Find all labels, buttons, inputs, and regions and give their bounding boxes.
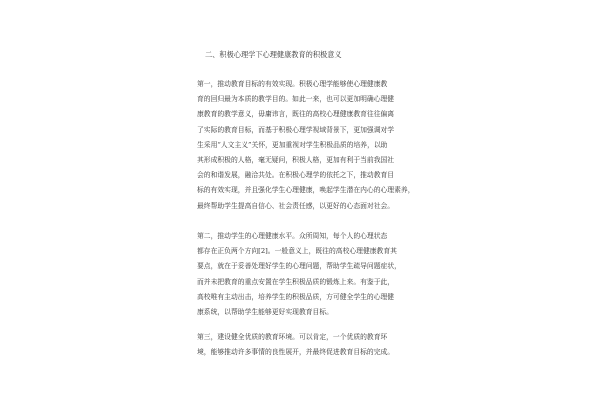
paragraph-line: 了实际的教育目标，而基于积极心理学视域背景下，更加强调对学 [197, 125, 395, 134]
paragraph-line: 育的回归最为本质的教学目的。如此一来，也可以更加明确心理健 [197, 95, 395, 104]
paragraph-line: 都存在正负两个方向[2]。一般意义上，既往的高校心理健康教育其 [197, 247, 397, 256]
paragraph-line: 标的有效实现，并且强化学生心理健康，唤起学生潜在内心的心理素养， [197, 186, 415, 195]
paragraph-2 [197, 229, 401, 320]
paragraph-line: 生采用“人文主义”关怀，更加重视对学生积极品质的培养，以助 [197, 140, 388, 149]
section-heading: 二、积极心理学下心理健康教育的积极意义 [205, 50, 342, 59]
paragraph-3 [197, 330, 394, 360]
paragraph-line: 康系统，以帮助学生能够更好实现教育目标。 [197, 307, 333, 316]
paragraph-line: 最终帮助学生提高自信心、社会责任感，以更好的心态面对社会。 [197, 201, 395, 210]
paragraph-line: 第二，推动学生的心理健康水平。众所周知，每个人的心理状态 [197, 232, 388, 240]
paragraph-line: 康教育的教学意义，毋庸讳言，既往的高校心理健康教育往往偏离 [197, 110, 395, 119]
paragraph-line: 会的和谐发展，融洽共处。在积极心理学的依托之下，推动教育目 [197, 171, 395, 180]
paragraph-1 [197, 77, 415, 214]
paragraph-line: 第三，建设健全优质的教育环境。可以肯定，一个优质的教育环 [197, 333, 388, 341]
paragraph-line: 境，能够推动许多事情的良性展开，并最终促进教育目标的完成。 [197, 348, 395, 357]
paragraph-line: 其形成积极的人格，毫无疑问，积极人格，更加有利于当前我国社 [197, 155, 395, 164]
paragraph-line: 高校唯有主动出击，培养学生的积极品质，方可健全学生的心理健 [197, 292, 395, 301]
paragraph-line: 而并未把教育的重点安置在学生积极品质的锻炼上来。有鉴于此， [197, 277, 395, 286]
paragraph-line: 要点，就在于妥善处理好学生的心理问题，帮助学生疏导问题症状， [197, 262, 401, 271]
paragraph-line: 第一，推动教育目标的有效实现。积极心理学能够使心理健康教 [197, 80, 388, 88]
